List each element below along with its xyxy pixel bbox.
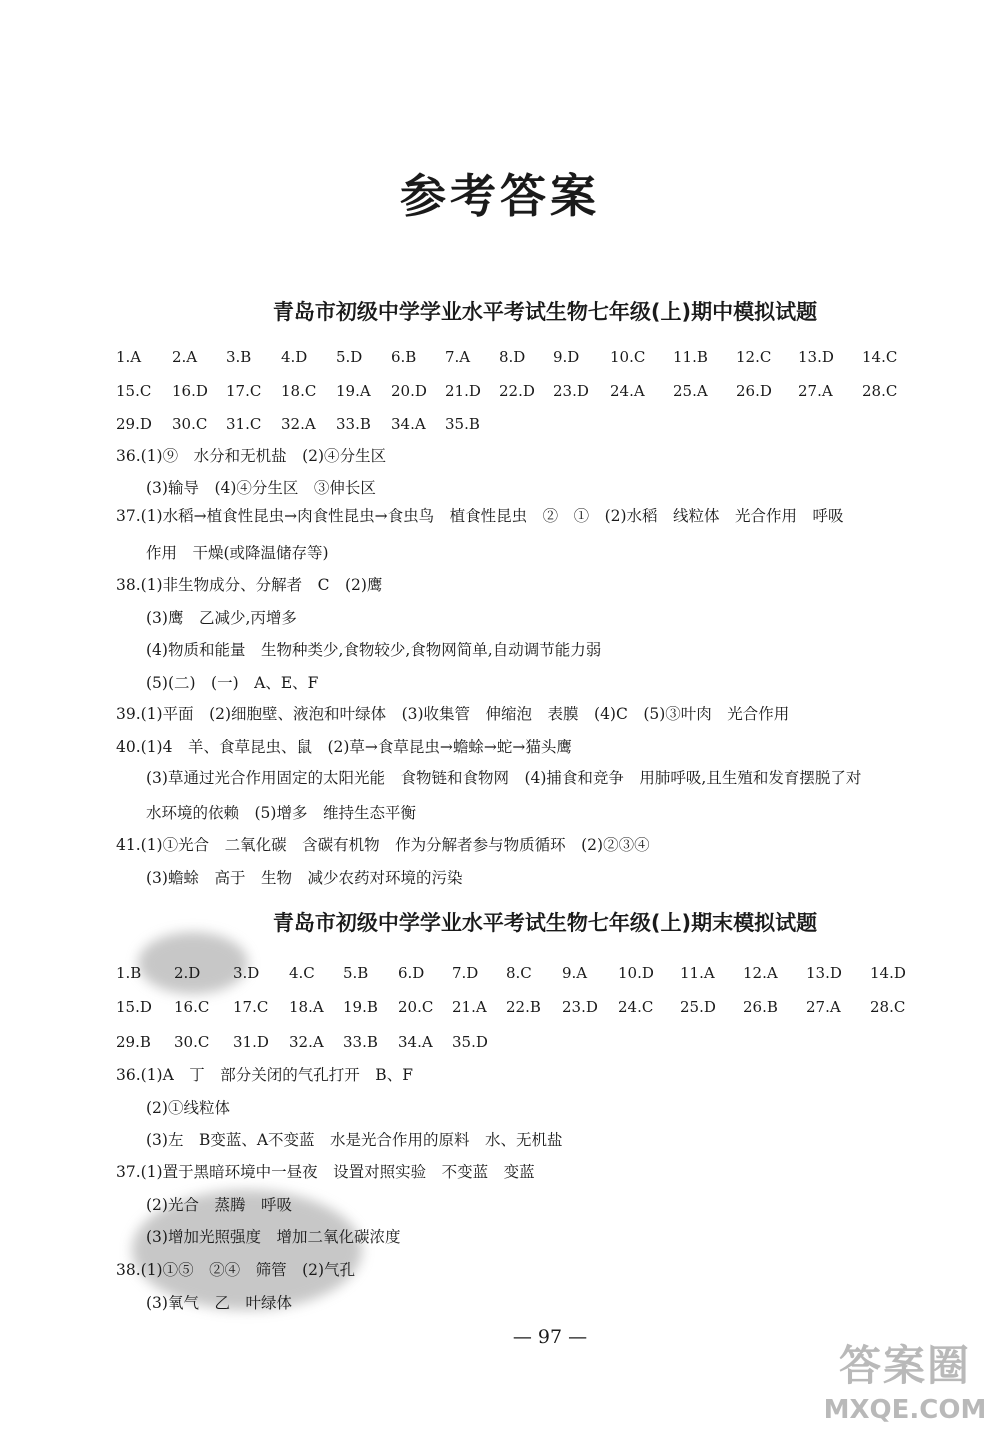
- answer-line: 41.(1)①光合 二氧化碳 含碳有机物 作为分解者参与物质循环 (2)②③④: [116, 836, 650, 854]
- mc-answer: 16.C: [174, 998, 210, 1016]
- mc-answer: 28.C: [862, 382, 898, 400]
- mc-answer: 30.C: [172, 415, 208, 433]
- mc-answer: 15.D: [116, 998, 152, 1016]
- mc-answer: 2.D: [174, 964, 201, 982]
- answer-line: 38.(1)非生物成分、分解者 C (2)鹰: [116, 576, 383, 594]
- answer-line: 作用 干燥(或降温储存等): [146, 544, 329, 562]
- mc-answer: 20.C: [398, 998, 434, 1016]
- mc-answer: 30.C: [174, 1033, 210, 1051]
- mc-answer: 8.C: [506, 964, 532, 982]
- answer-line: 37.(1)水稻→植食性昆虫→肉食性昆虫→食虫鸟 植食性昆虫 ② ① (2)水稻 线粒体 光合作用 呼吸: [116, 507, 844, 525]
- answer-line: (2)光合 蒸腾 呼吸: [146, 1196, 292, 1214]
- mc-answer: 8.D: [499, 348, 526, 366]
- answer-line: (3)输导 (4)④分生区 ③伸长区: [146, 479, 376, 497]
- mc-answer: 27.A: [798, 382, 833, 400]
- mc-answer: 19.B: [343, 998, 378, 1016]
- mc-answer: 10.C: [610, 348, 646, 366]
- mc-answer: 25.A: [673, 382, 708, 400]
- answer-line: 40.(1)4 羊、食草昆虫、鼠 (2)草→食草昆虫→蟾蜍→蛇→猫头鹰: [116, 738, 572, 756]
- mc-answer: 11.B: [673, 348, 708, 366]
- answer-line: (3)氧气 乙 叶绿体: [146, 1294, 292, 1312]
- answer-line: (3)左 B变蓝、A不变蓝 水是光合作用的原料 水、无机盐: [146, 1131, 563, 1149]
- mc-answer: 4.D: [281, 348, 308, 366]
- mc-answer: 16.D: [172, 382, 208, 400]
- mc-answer: 7.D: [452, 964, 479, 982]
- mc-answer: 31.D: [233, 1033, 269, 1051]
- mc-answer: 9.A: [562, 964, 588, 982]
- answer-line: 36.(1)⑨ 水分和无机盐 (2)④分生区: [116, 447, 387, 465]
- mc-answer: 1.B: [116, 964, 142, 982]
- mc-answer: 26.D: [736, 382, 772, 400]
- mc-answer: 17.C: [233, 998, 269, 1016]
- mc-answer: 1.A: [116, 348, 142, 366]
- mc-answer: 10.D: [618, 964, 654, 982]
- mc-answer: 6.B: [391, 348, 417, 366]
- mc-answer: 7.A: [445, 348, 471, 366]
- answer-line: 39.(1)平面 (2)细胞壁、液泡和叶绿体 (3)收集管 伸缩泡 表膜 (4)C (5)③叶肉 光合作用: [116, 705, 790, 723]
- answer-line: 水环境的依赖 (5)增多 维持生态平衡: [146, 804, 416, 822]
- mc-answer: 4.C: [289, 964, 315, 982]
- mc-answer: 5.D: [336, 348, 363, 366]
- answer-line: 36.(1)A 丁 部分关闭的气孔打开 B、F: [116, 1066, 413, 1084]
- mc-answer: 32.A: [289, 1033, 324, 1051]
- mc-answer: 22.D: [499, 382, 535, 400]
- page-title: 参考答案: [400, 169, 600, 223]
- mc-answer: 33.B: [343, 1033, 378, 1051]
- mc-answer: 20.D: [391, 382, 427, 400]
- mc-answer: 13.D: [806, 964, 842, 982]
- answer-line: 37.(1)置于黑暗环境中一昼夜 设置对照实验 不变蓝 变蓝: [116, 1163, 535, 1181]
- mc-answer: 3.B: [226, 348, 252, 366]
- mc-answer: 12.C: [736, 348, 772, 366]
- mc-answer: 35.B: [445, 415, 480, 433]
- mc-answer: 29.D: [116, 415, 152, 433]
- mc-answer: 31.C: [226, 415, 262, 433]
- mc-answer: 9.D: [553, 348, 580, 366]
- mc-answer: 21.D: [445, 382, 481, 400]
- mc-answer: 22.B: [506, 998, 541, 1016]
- mc-answer: 3.D: [233, 964, 260, 982]
- mc-answer: 17.C: [226, 382, 262, 400]
- mc-answer: 23.D: [553, 382, 589, 400]
- mc-answer: 5.B: [343, 964, 369, 982]
- answer-line: (4)物质和能量 生物种类少,食物较少,食物网简单,自动调节能力弱: [146, 641, 602, 659]
- mc-answer: 24.A: [610, 382, 645, 400]
- mc-answer: 14.C: [862, 348, 898, 366]
- answer-line: (3)增加光照强度 增加二氧化碳浓度: [146, 1228, 401, 1246]
- watermark-top-text: 答案圈: [838, 1341, 971, 1390]
- mc-answer: 27.A: [806, 998, 841, 1016]
- mc-answer: 23.D: [562, 998, 598, 1016]
- answer-line: (3)鹰 乙减少,丙增多: [146, 609, 297, 627]
- answer-line: (3)蟾蜍 高于 生物 减少农药对环境的污染: [146, 869, 463, 887]
- mc-answer: 32.A: [281, 415, 316, 433]
- section-heading-final: 青岛市初级中学学业水平考试生物七年级(上)期末模拟试题: [272, 911, 818, 935]
- mc-answer: 21.A: [452, 998, 487, 1016]
- mc-answer: 34.A: [398, 1033, 433, 1051]
- mc-answer: 12.A: [743, 964, 778, 982]
- answer-line: (3)草通过光合作用固定的太阳光能 食物链和食物网 (4)捕食和竞争 用肺呼吸,且生殖和发育摆脱了对: [146, 769, 862, 787]
- watermark-bottom-text: MXQE.COM: [823, 1395, 987, 1425]
- mc-answer: 18.C: [281, 382, 317, 400]
- mc-answer: 25.D: [680, 998, 716, 1016]
- answer-line: 38.(1)①⑤ ②④ 筛管 (2)气孔: [116, 1261, 356, 1279]
- answer-line: (5)(二) (一) A、E、F: [146, 674, 319, 692]
- section-heading-midterm: 青岛市初级中学学业水平考试生物七年级(上)期中模拟试题: [272, 300, 818, 324]
- mc-answer: 14.D: [870, 964, 906, 982]
- mc-answer: 29.B: [116, 1033, 151, 1051]
- mc-answer: 35.D: [452, 1033, 488, 1051]
- mc-answer: 6.D: [398, 964, 425, 982]
- mc-answer: 18.A: [289, 998, 324, 1016]
- mc-answer: 19.A: [336, 382, 371, 400]
- answer-line: (2)①线粒体: [146, 1099, 230, 1117]
- watermark-logo: [820, 1339, 990, 1439]
- mc-answer: 15.C: [116, 382, 152, 400]
- mc-answer: 11.A: [680, 964, 715, 982]
- page-number: — 97 —: [512, 1326, 588, 1348]
- mc-answer: 34.A: [391, 415, 426, 433]
- mc-answer: 26.B: [743, 998, 778, 1016]
- mc-answer: 24.C: [618, 998, 654, 1016]
- mc-answer: 28.C: [870, 998, 906, 1016]
- mc-answer: 33.B: [336, 415, 371, 433]
- mc-answer: 2.A: [172, 348, 198, 366]
- mc-answer: 13.D: [798, 348, 834, 366]
